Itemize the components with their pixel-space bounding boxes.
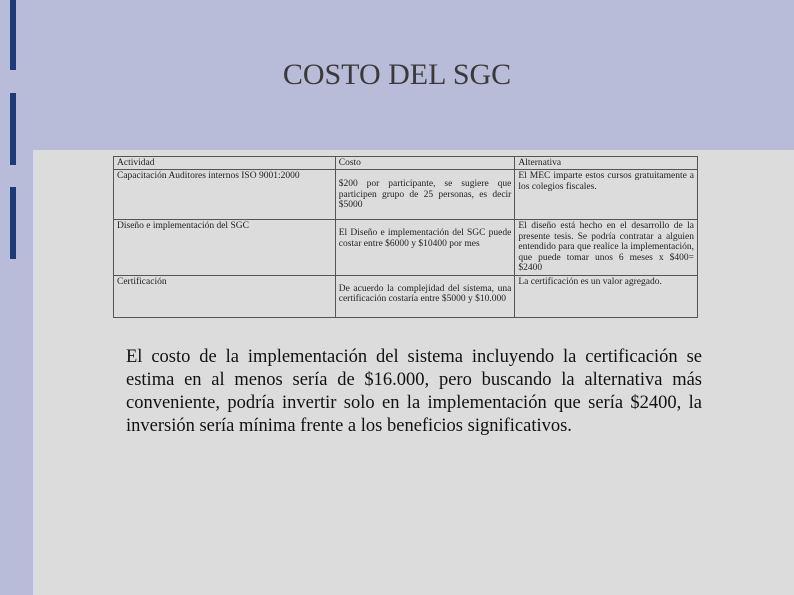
summary-text: El costo de la implementación del sistema incluyendo la certificación se estima en al menos sería de $16.000, pero buscando la alternativa más conveniente, podría invertir solo en la implementación que sería $2400, la inversión sería mínima frente a los beneficios significativos. — [126, 347, 702, 436]
table-header-row — [114, 157, 698, 170]
table-row — [114, 170, 698, 220]
slide-title: COSTO DEL SGC — [282, 58, 512, 91]
cell-actividad: Capacitación Auditores internos ISO 9001:2000 — [114, 170, 336, 220]
cell-actividad: Certificación — [114, 275, 336, 317]
cell-costo: El Diseño e implementación del SGC puede costar entre $6000 y $10400 por mes — [335, 220, 515, 275]
column-header: Actividad — [114, 157, 336, 170]
cell-actividad: Diseño e implementación del SGC — [114, 220, 336, 275]
cost-table — [113, 156, 698, 318]
column-header: Alternativa — [515, 157, 698, 170]
cell-costo: $200 por participante, se sugiere que participen grupo de 25 personas, es decir $5000 — [335, 170, 515, 220]
left-band — [0, 150, 33, 595]
cell-alternativa: El MEC imparte estos cursos gratuitamente a los colegios fiscales. — [515, 170, 698, 220]
table-row — [114, 220, 698, 275]
cell-alternativa: La certificación es un valor agregado. — [515, 275, 698, 317]
cell-alternativa: El diseño está hecho en el desarrollo de la presente tesis. Se podría contratar a alguien entendido para que realice la implementación, que puede tomar unos 6 meses x $400= $2400 — [515, 220, 698, 275]
column-header: Costo — [335, 157, 515, 170]
table-row — [114, 275, 698, 317]
decorative-bar — [10, 187, 16, 259]
decorative-bar — [10, 93, 16, 165]
cell-costo: De acuerdo la complejidad del sistema, una certificación costaría entre $5000 y $10.000 — [335, 275, 515, 317]
